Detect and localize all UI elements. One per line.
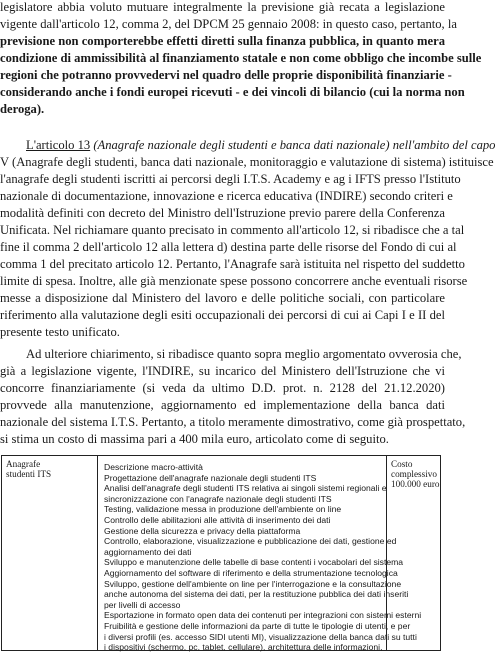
text-line: vigente dall'articolo 12, comma 2, del DPCM 25 gennaio 2008: in questo caso, pertanto, la: [0, 17, 457, 31]
text-segment: (Anagrafe nazionale degli studenti e banca dati nazionale) nell'ambito del capo: [90, 138, 495, 152]
text-line: regioni che potranno provvedervi nel quadro delle proprie disponibilità finanziarie -: [0, 68, 452, 82]
text-line: messe a disposizione dal Ministero del lavoro e delle politiche sociali, con particolare: [0, 291, 445, 305]
text-line: condizione di ammissibilità al finanziamento statale e non come obbligo che incombe sulle: [0, 51, 482, 65]
text-line: Unificata. Nel richiamare quanto precisato in commento all'articolo 12, si ribadisce che a tal: [0, 223, 465, 237]
text-line: deroga).: [0, 102, 45, 116]
activity-row: sincronizzazione con l'anagrafe nazionale degli studenti ITS: [104, 493, 332, 504]
text-line: l'anagrafe degli studenti iscritti ai percorsi degli I.T.S. Academy e ag i IFTS presso l'Istituto: [0, 172, 461, 186]
text-line: fine il comma 2 dell'articolo 12 alla lettera d) destina parte delle risorse del Fondo di cui al: [0, 240, 457, 254]
table-column-cost: [386, 456, 442, 650]
text-line: modalità definiti con decreto del Ministro dell'Istruzione previo parere della Conferenza: [0, 206, 445, 220]
text-line: concorre finanziariamente (si veda da ultimo D.D. prot. n. 2128 del 21.12.2020): [0, 381, 445, 395]
activity-row: i dispositivi (schermo, pc, tablet, cellulare), architettura delle informazioni,: [104, 642, 383, 652]
text-line: legislatore abbia voluto mutuare integralmente la previsione già recata a legislazione: [0, 0, 445, 14]
text-line: comma 1 del precitato articolo 12. Pertanto, l'Anagrafe sarà istituita nel rispetto del suddetto: [0, 257, 465, 271]
activity-row: Sviluppo, gestione dell'ambiente on line per l'interrogazione e la consultazione: [104, 578, 402, 589]
cost-label: Costo: [391, 459, 413, 469]
activity-row: aggiornamento dei dati: [104, 546, 192, 557]
activity-row: Testing, validazione messa in produzione dell'ambiente on line: [104, 504, 342, 515]
text-line: previsione non comporterebbe effetti diretti sulla finanza pubblica, in quanto mera: [0, 34, 445, 48]
activity-row: per livelli di accesso: [104, 599, 181, 610]
text-line: già a legislazione vigente, l'INDIRE, su incarico del Ministero dell'Istruzione che vi: [0, 364, 445, 378]
text-line: provvede alla manutenzione, aggiornamento ed implementazione della banca dati: [0, 398, 445, 412]
text-line: V (Anagrafe degli studenti, banca dati nazionale, monitoraggio e valutazione di sistema) istituisce: [0, 155, 494, 169]
table-column-category: [2, 456, 98, 650]
text-line: nazionale del sistema I.T.S. Pertanto, a titolo meramente dimostrativo, come già prospettato,: [0, 415, 466, 429]
activity-row: Progettazione dell'anagrafe nazionale degli studenti ITS: [104, 472, 317, 483]
text-line: limite di spesa. Inoltre, alle già menzionate spese possono concorrere anche eventuali risorse: [0, 274, 468, 288]
activity-row: i diversi profili (es. accesso SIDI utenti MI), visualizzazione della banca dati su tutti: [104, 631, 417, 642]
activity-row: anche autonoma del sistema dei dati, per la restituzione pubblica dei dati inseriti: [104, 589, 409, 600]
text-line: presente testo unificato.: [0, 325, 120, 339]
activity-row: Gestione della sicurezza e privacy della piattaforma: [104, 525, 301, 536]
activity-row: Fruibilità e gestione delle informazioni da parte di tutte le tipologie di utenti, e per: [104, 621, 411, 631]
activity-row: Sviluppo e manutenzione delle tabelle di base contenti i vocabolari del sistema: [104, 557, 404, 568]
category-label: Anagrafe: [6, 459, 41, 469]
activity-row: Analisi dell'anagrafe degli studenti ITS relativa ai singoli sistemi regionali e: [104, 483, 387, 494]
cost-value: 100.000 euro: [391, 479, 440, 489]
article-reference: L'articolo 13: [26, 138, 91, 152]
category-label: studenti ITS: [6, 469, 52, 479]
activity-row: Descrizione macro-attività: [104, 462, 203, 472]
text-line: nazionale di documentazione, innovazione e ricerca educativa (INDIRE) secondo criteri e: [0, 189, 453, 203]
cost-label: complessivo: [391, 469, 437, 479]
cost-table: [1, 455, 441, 651]
text-line: Ad ulteriore chiarimento, si ribadisce quanto sopra meglio argomentato ovverosia che,: [26, 347, 462, 361]
text-line: si stima un costo di massima pari a 400 mila euro, articolato come di seguito.: [0, 432, 389, 446]
text-line: riferimento alla valutazione degli esiti occupazionali dei percorsi di cui ai Capi I e II del: [0, 308, 445, 322]
text-line: [26, 137, 495, 154]
activity-row: Aggiornamento del software di riferimento e della strumentazione tecnologica: [104, 568, 398, 578]
activity-row: Esportazione in formato open data dei contenuti per integrazioni con sistemi esterni: [104, 610, 422, 621]
text-line: considerando anche i fondi europei ricevuti - e dei vincoli di bilancio (cui la norma non: [0, 85, 465, 99]
activity-row: Controllo, elaborazione, visualizzazione e pubblicazione dei dati, gestione ed: [104, 536, 397, 547]
activity-row: Controllo delle abilitazioni alle attività di inserimento dei dati: [104, 515, 331, 525]
